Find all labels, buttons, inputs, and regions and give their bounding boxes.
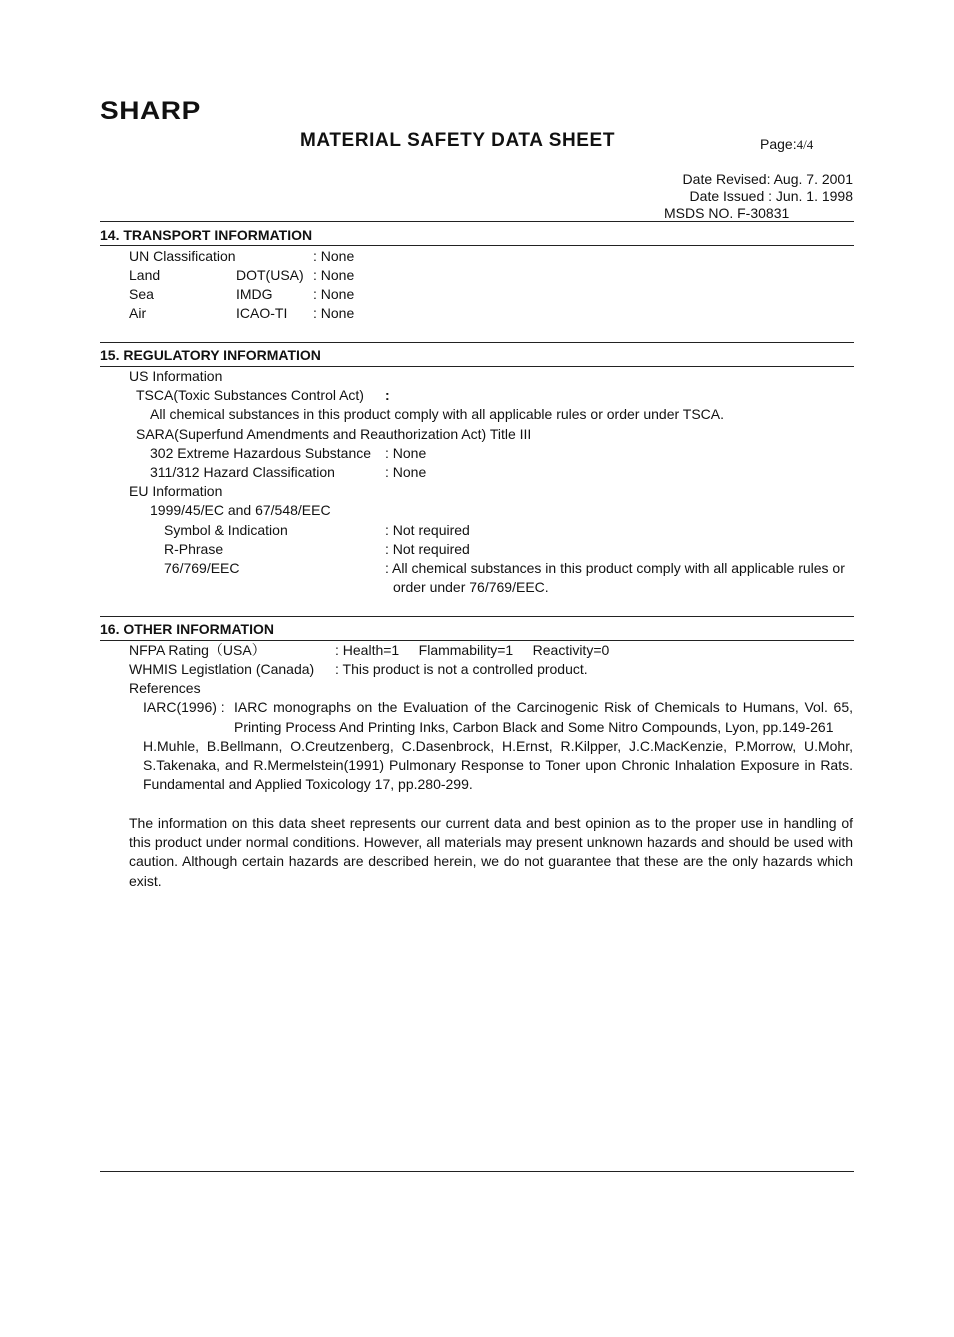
tsca-label: TSCA(Toxic Substances Control Act) bbox=[136, 387, 364, 403]
date-issued: Date Issued : Jun. 1. 1998 bbox=[689, 188, 853, 204]
page-value: 4/4 bbox=[796, 137, 814, 152]
page-indicator bbox=[760, 135, 813, 154]
transport-label: Air bbox=[129, 305, 147, 321]
rphrase-value: : Not required bbox=[385, 541, 470, 557]
sara-311-label: 311/312 Hazard Classification bbox=[150, 464, 335, 480]
transport-value: : None bbox=[313, 286, 355, 302]
nfpa-value: : Health=1 Flammability=1 Reactivity=0 bbox=[335, 642, 610, 658]
symbol-label: Symbol & Indication bbox=[164, 522, 288, 538]
iarc-label: IARC(1996) : bbox=[143, 699, 225, 715]
section-14-heading: 14. TRANSPORT INFORMATION bbox=[100, 227, 313, 243]
transport-label: Sea bbox=[129, 286, 154, 302]
transport-label: UN Classification bbox=[129, 248, 236, 264]
transport-regulation: IMDG bbox=[236, 286, 273, 302]
sara-302-value: : None bbox=[385, 445, 427, 461]
date-revised: Date Revised: Aug. 7. 2001 bbox=[682, 171, 853, 187]
iarc-reference-line2: Printing Process And Printing Inks, Carbon Black and Some Nitro Compounds, Lyon, pp.149-261 bbox=[234, 719, 834, 735]
eu-directive: 1999/45/EC and 67/548/EEC bbox=[150, 502, 331, 518]
symbol-value: : Not required bbox=[385, 522, 470, 538]
transport-regulation: DOT(USA) bbox=[236, 267, 304, 283]
page-label: Page: bbox=[760, 136, 797, 152]
footer-divider bbox=[100, 1171, 854, 1172]
tsca-colon: : bbox=[385, 387, 390, 403]
disclaimer-line2: this product under normal conditions. However, all materials may present unknown hazards and should be used with bbox=[129, 834, 853, 850]
sharp-logo: SHARP bbox=[100, 97, 201, 125]
sara-302-label: 302 Extreme Hazardous Substance bbox=[150, 445, 372, 461]
document-title: MATERIAL SAFETY DATA SHEET bbox=[300, 130, 616, 151]
us-information-heading: US Information bbox=[129, 368, 223, 384]
section-16-heading: 16. OTHER INFORMATION bbox=[100, 621, 274, 637]
transport-value: : None bbox=[313, 305, 355, 321]
msds-number: MSDS NO. F-30831 bbox=[664, 205, 790, 221]
whmis-label: WHMIS Legistlation (Canada) bbox=[129, 661, 315, 677]
nfpa-label: NFPA Rating（USA） bbox=[129, 642, 266, 658]
sara-label: SARA(Superfund Amendments and Reauthorization Act) Title III bbox=[136, 426, 532, 442]
divider bbox=[100, 245, 854, 246]
disclaimer-line1: The information on this data sheet represents our current data and best opinion as to the proper use in handling of bbox=[129, 815, 853, 831]
tsca-statement: All chemical substances in this product comply with all applicable rules or order under TSCA. bbox=[150, 406, 725, 422]
eec-value-line2: order under 76/769/EEC. bbox=[393, 579, 549, 595]
rphrase-label: R-Phrase bbox=[164, 541, 224, 557]
disclaimer-line4: exist. bbox=[129, 873, 162, 889]
muhle-reference-line2: S.Takenaka, and R.Mermelstein(1991) Pulmonary Response to Toner upon Chronic Inhalation Exposure in Rats. bbox=[143, 757, 853, 773]
transport-regulation: ICAO-TI bbox=[236, 305, 288, 321]
muhle-reference-line1: H.Muhle, B.Bellmann, O.Creutzenberg, C.Dasenbrock, H.Ernst, R.Kilpper, J.C.MacKenzie, P.Morrow, U.Mohr, bbox=[143, 738, 853, 754]
references-heading: References bbox=[129, 680, 201, 696]
transport-value: : None bbox=[313, 248, 355, 264]
divider bbox=[100, 616, 854, 617]
muhle-reference-line3: Fundamental and Applied Toxicology 17, pp.280-299. bbox=[143, 776, 473, 792]
eec-label: 76/769/EEC bbox=[164, 560, 240, 576]
disclaimer-line3: caution. Although certain hazards are described herein, we do not guarantee that these are the only hazards which bbox=[129, 853, 853, 869]
whmis-value: : This product is not a controlled product. bbox=[335, 661, 588, 677]
section-15-heading: 15. REGULATORY INFORMATION bbox=[100, 347, 321, 363]
divider bbox=[100, 221, 854, 222]
divider bbox=[100, 342, 854, 343]
transport-value: : None bbox=[313, 267, 355, 283]
iarc-reference-line1: IARC monographs on the Evaluation of the Carcinogenic Risk of Chemicals to Humans, Vol. 65, bbox=[234, 699, 853, 715]
eec-value-line1: : All chemical substances in this product comply with all applicable rules or bbox=[385, 560, 845, 576]
sara-311-value: : None bbox=[385, 464, 427, 480]
eu-information-heading: EU Information bbox=[129, 483, 223, 499]
transport-label: Land bbox=[129, 267, 161, 283]
